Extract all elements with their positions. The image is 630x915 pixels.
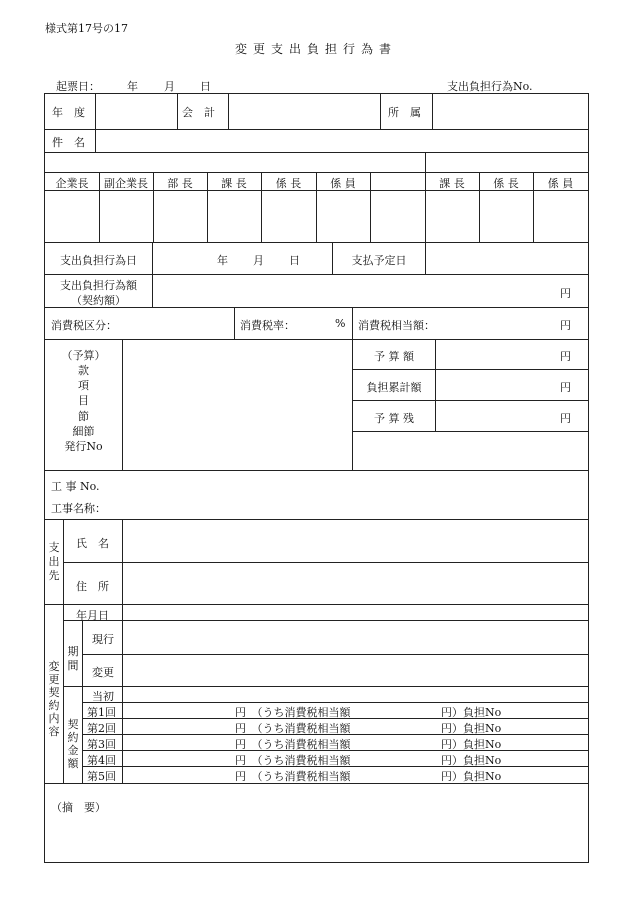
approver-fukukigyocho: 副企業長	[104, 177, 148, 190]
pay-date-label: 支払予定日	[351, 254, 407, 267]
tax-percent: %	[335, 317, 346, 330]
koji-name-label: 工事名称：	[51, 502, 106, 515]
budget-item-kou: 項	[78, 379, 89, 392]
payee-address-label: 住 所	[76, 580, 109, 593]
round-5-yen-tax: 円 （うち消費税相当額	[235, 770, 351, 783]
kihyo-month: 月	[164, 80, 175, 93]
round-5-label: 第5回	[87, 770, 116, 783]
tax-amount-label: 消費税相当額：	[358, 319, 435, 332]
futan-ruikei-yen: 円	[560, 381, 571, 394]
kihyo-year: 年	[127, 80, 138, 93]
kenmei-label: 件 名	[52, 136, 85, 149]
payee-label: 支出先	[48, 541, 60, 582]
contract-amount-label: （契約額）	[71, 294, 126, 307]
period-current-label: 現行	[92, 633, 114, 646]
date-month: 月	[253, 254, 264, 267]
round-5-yen-no: 円）負担No	[441, 770, 502, 783]
budget-item-setsu: 節	[78, 410, 89, 423]
round-4-yen-tax: 円 （うち消費税相当額	[235, 754, 351, 767]
period-changed-label: 変更	[92, 666, 114, 679]
round-3-yen-tax: 円 （うち消費税相当額	[235, 738, 351, 751]
round-1-label: 第1回	[87, 706, 116, 719]
futan-ruikei-label: 負担累計額	[366, 381, 422, 394]
change-ymd-label: 年月日	[76, 609, 109, 622]
approver-kakaricho: 係 長	[275, 177, 302, 190]
form-code: 様式第17号の17	[45, 22, 128, 35]
budget-item-saisetsu: 細節	[72, 425, 95, 438]
yosan-zan-yen: 円	[560, 412, 571, 425]
expense-no-label: 支出負担行為No.	[447, 80, 533, 93]
round-1-yen-tax: 円 （うち消費税相当額	[235, 706, 351, 719]
yosan-zan-label: 予 算 残	[374, 412, 414, 425]
summary-label: （摘 要）	[51, 801, 106, 814]
page-title: 変更支出負担行為書	[235, 42, 398, 56]
approver-right-kakaricho: 係 長	[493, 177, 519, 190]
date-day: 日	[289, 254, 300, 267]
round-1-yen-no: 円）負担No	[441, 706, 502, 719]
change-contract-label: 変更契約内容	[48, 660, 60, 738]
approver-kakariin: 係 員	[330, 177, 356, 190]
contract-amount-vertical-label: 契約金額	[67, 718, 79, 770]
round-4-label: 第4回	[87, 754, 116, 767]
round-3-yen-no: 円）負担No	[441, 738, 502, 751]
round-3-label: 第3回	[87, 738, 116, 751]
approver-right-kacho: 課 長	[439, 177, 465, 190]
approver-bucho: 部 長	[167, 177, 193, 190]
round-2-yen-no: 円）負担No	[441, 722, 502, 735]
kihyo-day: 日	[200, 80, 211, 93]
round-2-yen-tax: 円 （うち消費税相当額	[235, 722, 351, 735]
budget-item-yosan: （予算）	[61, 349, 106, 362]
period-label: 期間	[67, 645, 79, 672]
shishutsu-date-label: 支出負担行為日	[60, 254, 137, 267]
tax-yen: 円	[560, 319, 571, 332]
koji-no-label: 工 事 No.	[51, 480, 100, 493]
initial-label: 当初	[92, 690, 114, 703]
budget-item-kan: 款	[78, 364, 89, 377]
yosan-gaku-label: 予 算 額	[374, 350, 414, 363]
payee-name-label: 氏 名	[76, 537, 109, 550]
approver-right-kakariin: 係 員	[547, 177, 574, 190]
budget-item-hakko-no: 発行No	[64, 440, 103, 453]
yosan-gaku-yen: 円	[560, 350, 571, 363]
kihyo-label: 起票日：	[56, 80, 100, 93]
round-2-label: 第2回	[87, 722, 116, 735]
tax-kubun-label: 消費税区分：	[51, 319, 117, 332]
budget-item-moku: 目	[78, 394, 89, 407]
round-4-yen-no: 円）負担No	[441, 754, 502, 767]
kaikei-label: 会 計	[182, 106, 215, 119]
approver-kacho: 課 長	[221, 177, 247, 190]
nendo-label: 年 度	[52, 106, 85, 119]
approver-kigyocho: 企業長	[55, 177, 89, 190]
tax-rate-label: 消費税率：	[240, 319, 295, 332]
date-year: 年	[217, 254, 228, 267]
shozoku-label: 所 属	[388, 106, 421, 119]
amount-label: 支出負担行為額	[60, 279, 137, 292]
amount-yen: 円	[560, 287, 571, 300]
